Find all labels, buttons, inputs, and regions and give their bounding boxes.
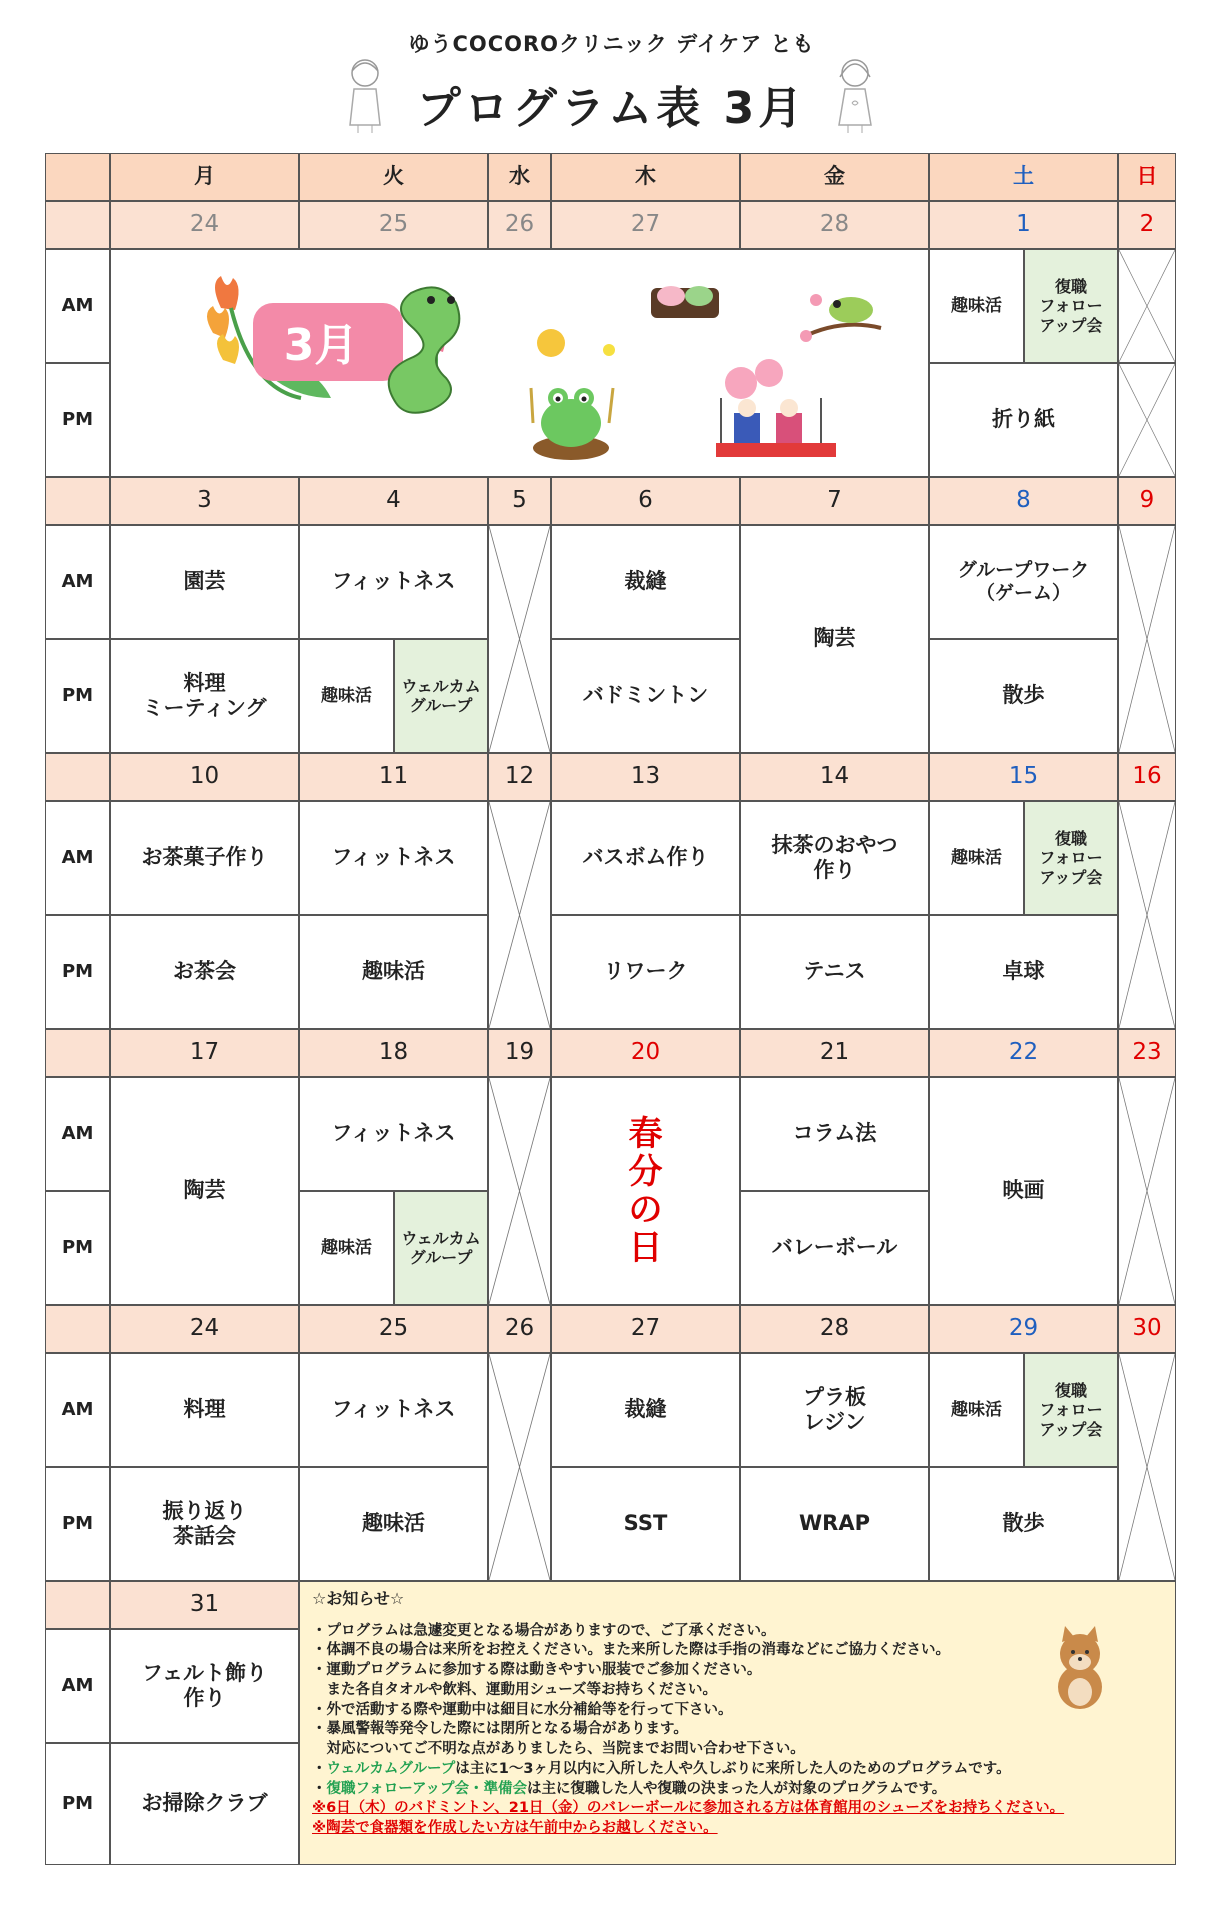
notice-line-welcome: ・ウェルカムグループは主に1～3ヶ月以内に入所した人や久しぶりに来所した人のためのプログラムです。 xyxy=(312,1760,1011,1777)
program-cell: お茶会 xyxy=(110,915,299,1029)
sakura-mochi-icon xyxy=(651,286,719,318)
date-number: 1 xyxy=(929,201,1118,249)
date-number: 29 xyxy=(929,1305,1118,1353)
program-cell: 趣味活 xyxy=(299,1191,394,1305)
program-cell: フィットネス xyxy=(299,525,488,639)
pm-label: PM xyxy=(45,915,110,1029)
weekday-tue: 火 xyxy=(299,153,488,201)
program-cell: 趣味活 xyxy=(929,1353,1024,1467)
program-calendar xyxy=(45,153,1176,1865)
date-number: 10 xyxy=(110,753,299,801)
date-number: 27 xyxy=(551,1305,740,1353)
page-header xyxy=(0,0,1223,150)
closed-cell xyxy=(488,1353,551,1581)
program-cell: 陶芸 xyxy=(740,525,929,753)
date-number: 31 xyxy=(110,1581,299,1629)
followup-desc: は主に復職した人や復職の決まった人が対象のプログラムです。 xyxy=(527,1780,947,1797)
weekday-fri: 金 xyxy=(740,153,929,201)
date-label-corner xyxy=(45,753,110,801)
program-cell: 振り返り 茶話会 xyxy=(110,1467,299,1581)
header-corner xyxy=(45,153,110,201)
am-label: AM xyxy=(45,1629,110,1743)
date-number: 28 xyxy=(740,201,929,249)
notice-warning: ※陶芸で食器類を作成したい方は午前中からお越しください。 xyxy=(312,1819,718,1836)
closed-cell xyxy=(1118,249,1176,363)
program-cell-welcome: ウェルカム グループ xyxy=(394,1191,488,1305)
holiday-char: 春 xyxy=(628,1113,663,1154)
clinic-name: ゆうCOCOROクリニック デイケア とも xyxy=(408,32,815,56)
bird-on-plum-icon xyxy=(800,294,881,342)
am-label: AM xyxy=(45,1077,110,1191)
program-cell: 抹茶のおやつ 作り xyxy=(740,801,929,915)
date-number: 18 xyxy=(299,1029,488,1077)
date-number: 14 xyxy=(740,753,929,801)
notice-line: ・外で活動する際や運動中は細目に水分補給等を行って下さい。 xyxy=(312,1701,733,1718)
date-label-corner xyxy=(45,1305,110,1353)
date-number: 25 xyxy=(299,201,488,249)
pm-label: PM xyxy=(45,1467,110,1581)
holiday-char: 日 xyxy=(628,1228,663,1269)
weekday-wed: 水 xyxy=(488,153,551,201)
program-cell: 映画 xyxy=(929,1077,1118,1305)
closed-cell xyxy=(1118,1077,1176,1305)
holiday-char: 分 xyxy=(628,1151,663,1192)
date-number: 9 xyxy=(1118,477,1176,525)
pm-label: PM xyxy=(45,1191,110,1305)
date-label-corner xyxy=(45,1029,110,1077)
program-cell: WRAP xyxy=(740,1467,929,1581)
followup-term: 復職フォローアップ会・準備会 xyxy=(326,1780,528,1797)
notice-box xyxy=(299,1581,1176,1865)
date-number: 22 xyxy=(929,1029,1118,1077)
pm-label: PM xyxy=(45,639,110,753)
date-number: 3 xyxy=(110,477,299,525)
date-number: 26 xyxy=(488,201,551,249)
march-decoration xyxy=(161,248,972,476)
page-title: プログラム表 3月 xyxy=(416,83,807,134)
date-number: 24 xyxy=(110,1305,299,1353)
closed-cell xyxy=(488,1077,551,1305)
welcome-term: ウェルカムグループ xyxy=(326,1760,456,1777)
notice-line: ・暴風警報等発令した際には閉所となる場合があります。 xyxy=(312,1721,688,1738)
date-number: 25 xyxy=(299,1305,488,1353)
date-number: 6 xyxy=(551,477,740,525)
weekday-thu: 木 xyxy=(551,153,740,201)
date-number: 2 xyxy=(1118,201,1176,249)
program-cell: 裁縫 xyxy=(551,525,740,639)
date-number: 19 xyxy=(488,1029,551,1077)
program-cell: 趣味活 xyxy=(299,1467,488,1581)
program-cell: バレーボール xyxy=(740,1191,929,1305)
date-number: 26 xyxy=(488,1305,551,1353)
program-cell: バスボム作り xyxy=(551,801,740,915)
frog-icon xyxy=(531,329,615,460)
program-cell: 卓球 xyxy=(929,915,1118,1029)
pm-label: PM xyxy=(45,1743,110,1865)
date-number-holiday: 20 xyxy=(551,1029,740,1077)
program-cell: 散歩 xyxy=(929,1467,1118,1581)
am-label: AM xyxy=(45,249,110,363)
program-cell-welcome: ウェルカム グループ xyxy=(394,639,488,753)
program-cell: 趣味活 xyxy=(299,639,394,753)
program-cell: 趣味活 xyxy=(299,915,488,1029)
pm-label: PM xyxy=(45,363,110,477)
program-cell: お掃除クラブ xyxy=(110,1743,299,1865)
notice-line-followup: ・復職フォローアップ会・準備会は主に復職した人や復職の決まった人が対象のプログラムです。 xyxy=(312,1780,947,1797)
hina-dolls-icon xyxy=(716,359,836,457)
month-banner-text: 3月 xyxy=(283,320,359,371)
notice-line: ・体調不良の場合は来所をお控えください。また来所した際は手指の消毒などにご協力ください。 xyxy=(312,1642,950,1659)
date-label-corner xyxy=(45,1581,110,1629)
am-label: AM xyxy=(45,801,110,915)
notice-warning: ※6日（木）のバドミントン、21日（金）のバレーボールに参加される方は体育館用のシューズをお持ちください。 xyxy=(312,1800,1065,1817)
program-cell: リワーク xyxy=(551,915,740,1029)
program-cell: お茶菓子作り xyxy=(110,801,299,915)
girl-drawing-icon xyxy=(830,55,880,135)
program-cell: バドミントン xyxy=(551,639,740,753)
closed-cell xyxy=(1118,363,1176,477)
date-number: 8 xyxy=(929,477,1118,525)
am-label: AM xyxy=(45,525,110,639)
program-cell: 料理 xyxy=(110,1353,299,1467)
date-number: 21 xyxy=(740,1029,929,1077)
program-cell: フィットネス xyxy=(299,1353,488,1467)
weekday-sat: 土 xyxy=(929,153,1118,201)
date-number: 12 xyxy=(488,753,551,801)
closed-cell xyxy=(488,801,551,1029)
weekday-sun: 日 xyxy=(1118,153,1176,201)
date-label-corner xyxy=(45,201,110,249)
date-number: 11 xyxy=(299,753,488,801)
program-cell-followup: 復職 フォロー アップ会 xyxy=(1024,801,1118,915)
program-cell: コラム法 xyxy=(740,1077,929,1191)
closed-cell xyxy=(1118,801,1176,1029)
closed-cell xyxy=(1118,525,1176,753)
notice-title: ☆お知らせ☆ xyxy=(312,1589,405,1608)
program-cell: 裁縫 xyxy=(551,1353,740,1467)
date-number: 4 xyxy=(299,477,488,525)
date-number: 16 xyxy=(1118,753,1176,801)
shiba-dog-icon xyxy=(1045,1622,1115,1712)
holiday-cell xyxy=(551,1077,740,1305)
closed-cell xyxy=(488,525,551,753)
closed-cell xyxy=(1118,1353,1176,1581)
date-number: 5 xyxy=(488,477,551,525)
program-cell: 折り紙 xyxy=(929,363,1118,477)
notice-line: また各自タオルや飲料、運動用シューズ等お持ちください。 xyxy=(312,1681,717,1698)
program-cell: グループワーク （ゲーム） xyxy=(929,525,1118,639)
program-cell: フィットネス xyxy=(299,1077,488,1191)
girl-drawing-icon xyxy=(340,55,390,135)
date-number: 17 xyxy=(110,1029,299,1077)
program-cell: テニス xyxy=(740,915,929,1029)
date-number: 7 xyxy=(740,477,929,525)
weekday-mon: 月 xyxy=(110,153,299,201)
date-number: 28 xyxy=(740,1305,929,1353)
program-cell: 園芸 xyxy=(110,525,299,639)
program-cell: プラ板 レジン xyxy=(740,1353,929,1467)
welcome-desc: は主に1～3ヶ月以内に入所した人や久しぶりに来所した人のためのプログラムです。 xyxy=(455,1760,1011,1777)
date-number: 13 xyxy=(551,753,740,801)
program-cell: フェルト飾り 作り xyxy=(110,1629,299,1743)
notice-line: 対応についてご不明な点がありましたら、当院までお問い合わせ下さい。 xyxy=(312,1741,805,1758)
notice-line: ・プログラムは急遽変更となる場合がありますので、ご了承ください。 xyxy=(312,1622,776,1639)
date-number: 23 xyxy=(1118,1029,1176,1077)
program-cell-followup: 復職 フォロー アップ会 xyxy=(1024,249,1118,363)
program-cell: 陶芸 xyxy=(110,1077,299,1305)
date-number: 27 xyxy=(551,201,740,249)
program-cell: SST xyxy=(551,1467,740,1581)
program-cell-followup: 復職 フォロー アップ会 xyxy=(1024,1353,1118,1467)
date-label-corner xyxy=(45,477,110,525)
date-number: 30 xyxy=(1118,1305,1176,1353)
program-cell: 趣味活 xyxy=(929,801,1024,915)
date-number: 15 xyxy=(929,753,1118,801)
holiday-char: の xyxy=(628,1190,663,1230)
program-cell: 散歩 xyxy=(929,639,1118,753)
notice-line: ・運動プログラムに参加する際は動きやすい服装でご参加ください。 xyxy=(312,1662,762,1679)
date-number: 24 xyxy=(110,201,299,249)
program-cell: 料理 ミーティング xyxy=(110,639,299,753)
program-cell: 趣味活 xyxy=(929,249,1024,363)
am-label: AM xyxy=(45,1353,110,1467)
program-cell: フィットネス xyxy=(299,801,488,915)
